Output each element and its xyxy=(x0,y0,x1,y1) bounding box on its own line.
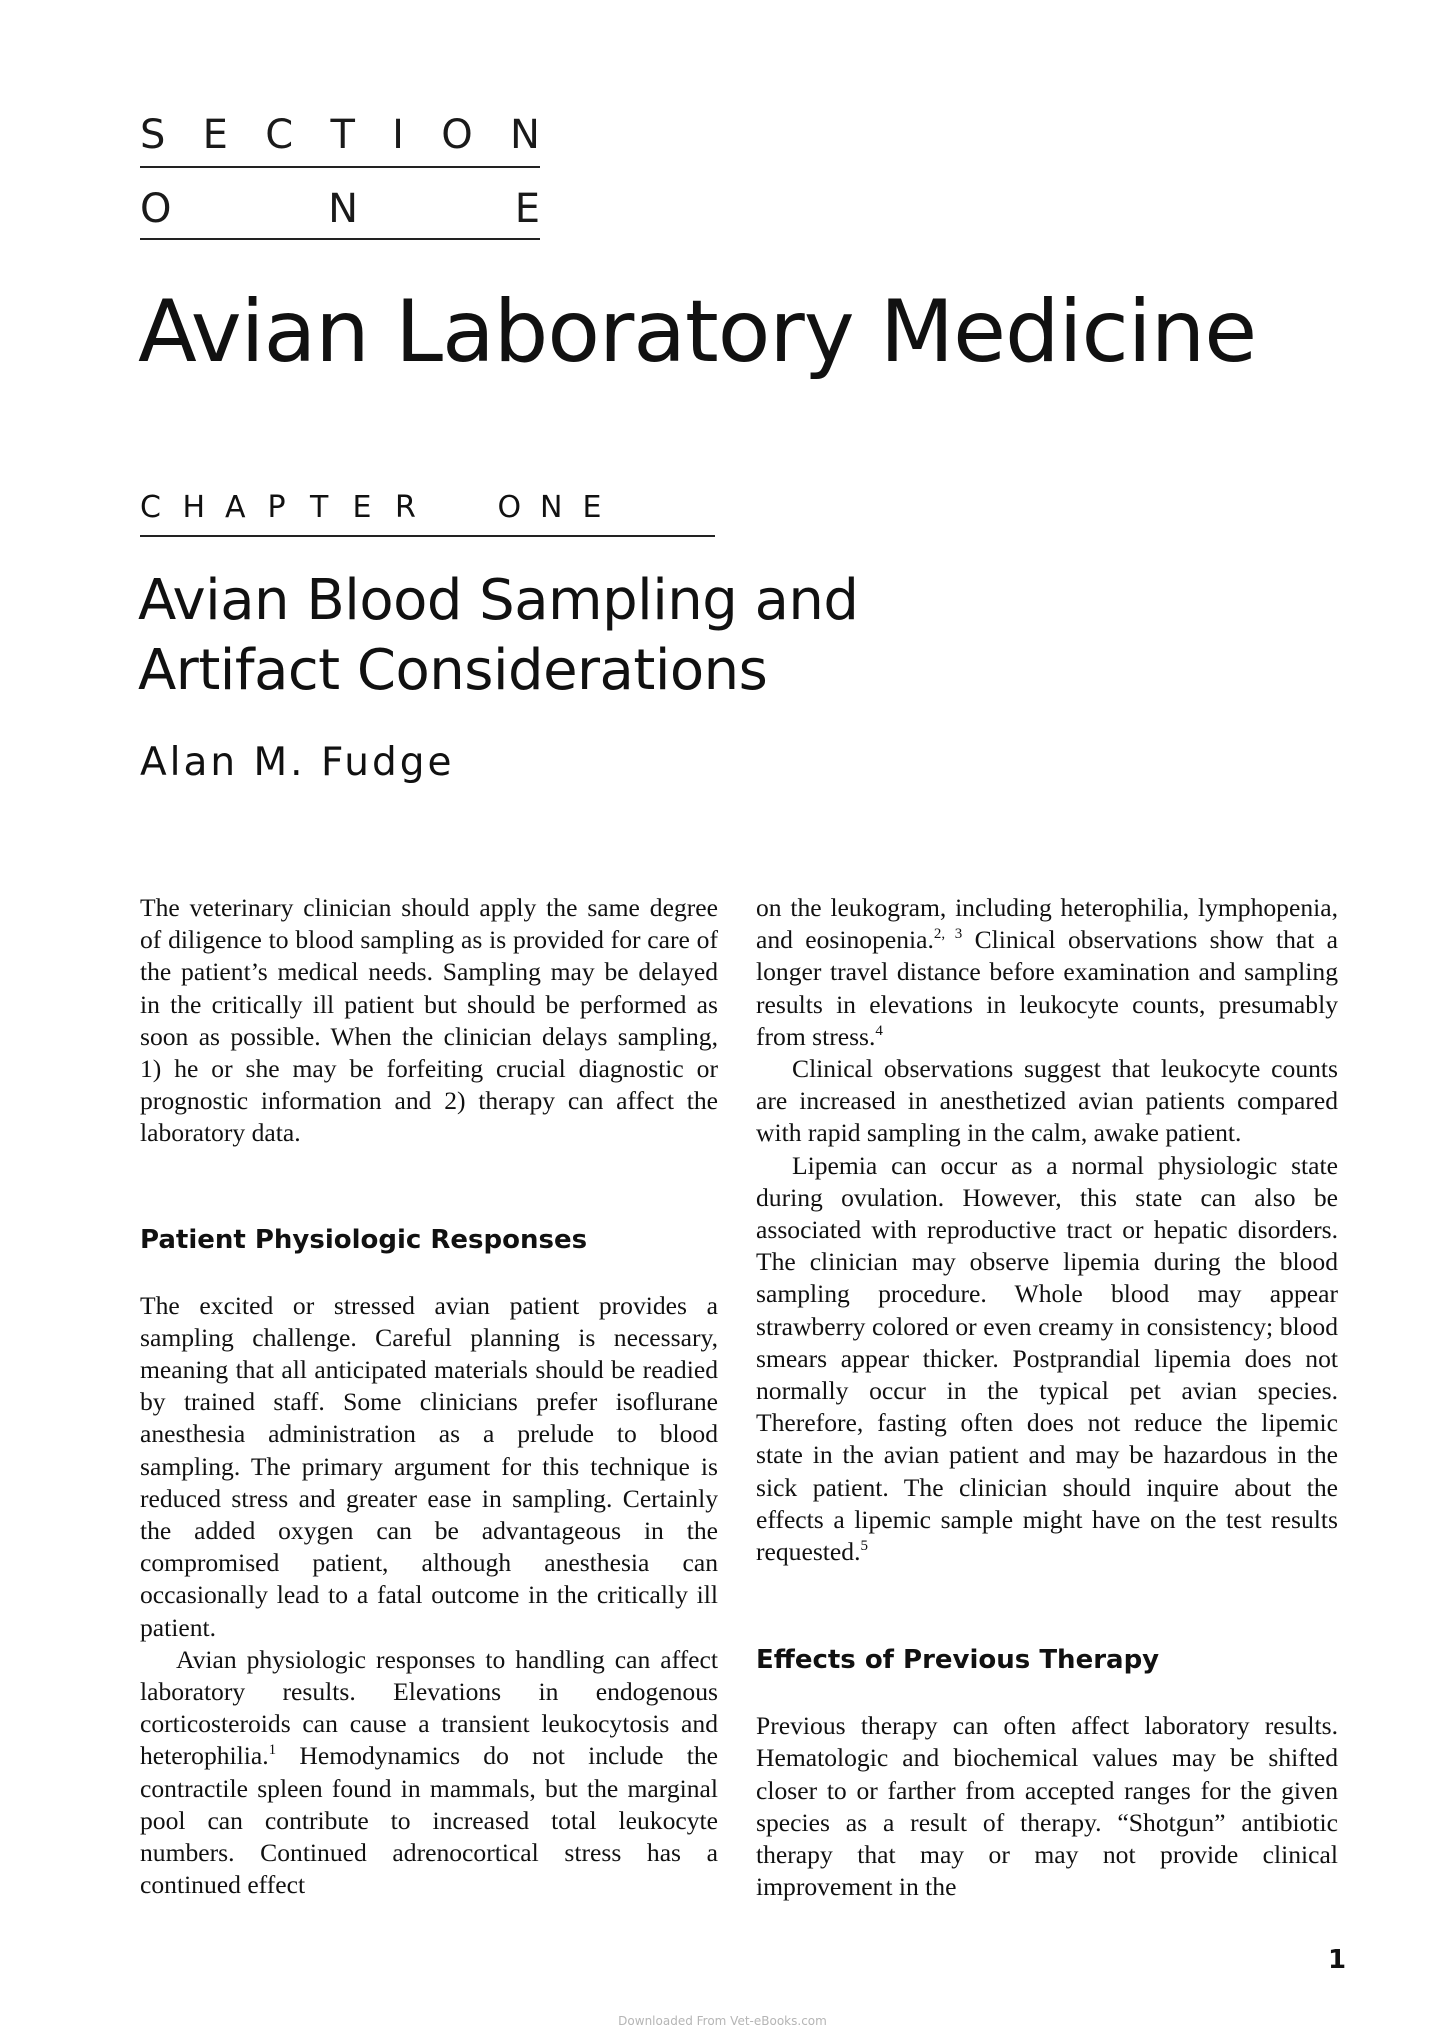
left-column xyxy=(140,892,718,1901)
footnote-ref: 4 xyxy=(875,1022,883,1039)
paragraph: Avian physiologic responses to handling can affect laboratory results. Elevations in endogenous corticosteroids can cause a transient leukocytosis and heterophilia.$^1$ Hemodynamics do not include the contractile spleen found in mammals, but the marginal pool can contribute to increased total leukocyte numbers. Continued adrenocortical stress has a continued effect xyxy=(140,1644,718,1900)
download-footer: Downloaded From Vet-eBooks.com xyxy=(618,2014,827,2028)
paragraph: The veterinary clinician should apply the same degree of diligence to blood sampling as is provided for care of the patient’s medical needs. Sampling may be delayed in the critically ill patient but should be performed as soon as possible. When the clinician delays sampling, 1) he or she may be forfeiting crucial diagnostic or prognostic information and 2) therapy can affect the laboratory data. xyxy=(140,893,718,1148)
paragraph: The excited or stressed avian patient provides a sampling challenge. Careful planning is necessary, meaning that all anticipated materials should be readied by trained staff. Some clinicians prefer isoflurane anesthesia administration as a prelude to blood sampling. The primary argument for this technique is reduced stress and greater ease in sampling. Certainly the added oxygen can be advantageous in the compromised patient, although anesthesia can occasionally lead to a fatal outcome in the critically ill patient. xyxy=(140,1290,718,1642)
paragraph: Lipemia can occur as a normal physiologic state during ovulation. However, this state can also be associated with reproductive tract or hepatic disorders. The clinician may observe lipemia during the blood sampling procedure. Whole blood may appear strawberry colored or even creamy in consistency; blood smears appear thicker. Postprandial lipemia does not normally occur in the typical pet avian species. Therefore, fasting often does not reduce the lipemic state in the avian patient and may be hazardous in the sick patient. The clinician should inquire about the effects a lipemic sample might have on the test results requested.$^5$ xyxy=(756,1150,1338,1567)
footnote-ref: 1 xyxy=(268,1742,277,1759)
section-number: O N E xyxy=(140,186,540,232)
footnote-ref: 2, 3 xyxy=(933,926,963,943)
chapter-rule xyxy=(140,535,715,537)
right-column xyxy=(756,892,1338,1903)
author-name: Alan M. Fudge xyxy=(140,740,455,785)
book-title: Avian Laboratory Medicine xyxy=(138,282,1257,382)
paragraph: Clinical observations suggest that leukocyte counts are increased in anesthetized avian patients compared with rapid sampling in the calm, awake patient. xyxy=(756,1054,1338,1148)
section-rule-top xyxy=(140,166,540,168)
paragraph: Previous therapy can often affect laboratory results. Hematologic and biochemical values may be shifted closer to or farther from accepted ranges for the given species as a result of therapy. “Shotgun” antibiotic therapy that may or may not provide clinical improvement in the xyxy=(756,1711,1338,1902)
section-heading-previous-therapy: Effects of Previous Therapy xyxy=(756,1645,1160,1676)
section-word: S E C T I O N xyxy=(140,112,540,158)
footnote-ref: 5 xyxy=(860,1538,868,1555)
section-heading-patient-responses: Patient Physiologic Responses xyxy=(140,1224,588,1255)
page-number: 1 xyxy=(1328,1945,1347,1975)
chapter-label: C H A P T E R O N E xyxy=(140,490,602,525)
chapter-title: Avian Blood Sampling and Artifact Considerations xyxy=(138,568,859,703)
section-rule-bottom xyxy=(140,238,540,240)
paragraph: on the leukogram, including heterophilia, lymphopenia, and eosinopenia.$^{2, 3}$ Clinical observations show that a longer travel distance before examination and sampling results in elevations in leukocyte counts, presumably from stress.$^4$ xyxy=(756,893,1338,1051)
